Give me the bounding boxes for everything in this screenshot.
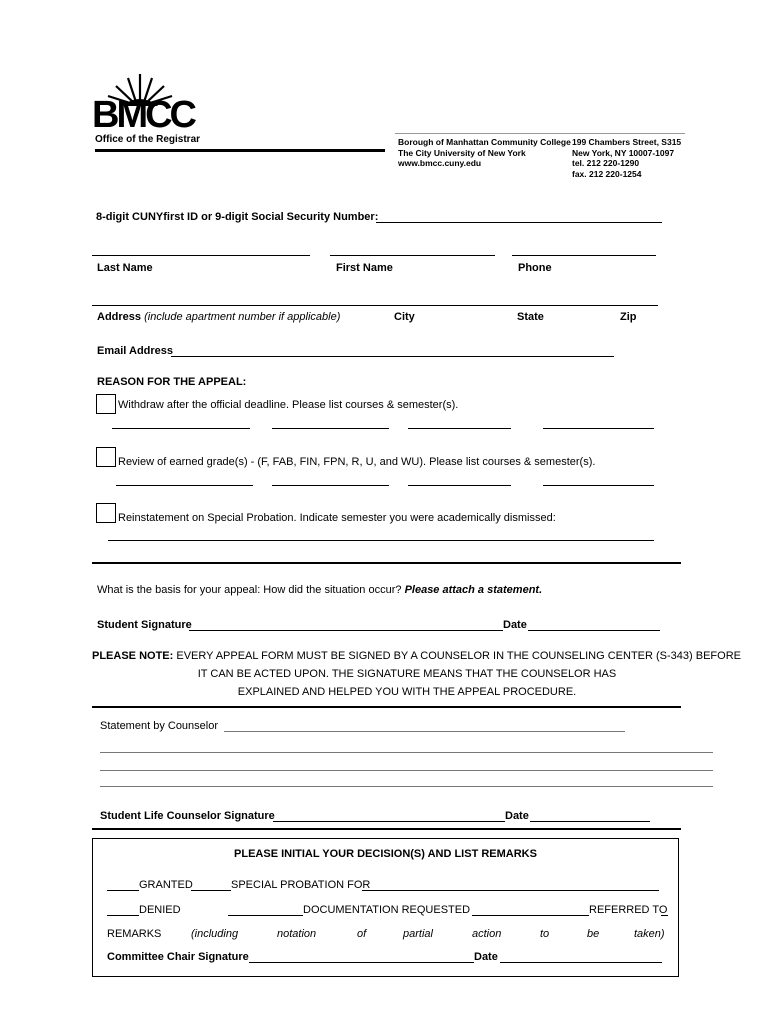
referred-initial-line[interactable] bbox=[472, 915, 589, 916]
grade-course-line-2[interactable] bbox=[272, 485, 389, 486]
phone-input-line[interactable] bbox=[512, 255, 656, 256]
note-text-1: EVERY APPEAL FORM MUST BE SIGNED BY A COUNSELOR IN THE COUNSELING CENTER (S-343) BEFORE bbox=[176, 650, 741, 662]
grade-review-checkbox[interactable] bbox=[96, 447, 116, 467]
chair-date-label: Date bbox=[474, 951, 498, 963]
student-signature-label: Student Signature bbox=[97, 619, 192, 631]
zip-label: Zip bbox=[620, 311, 637, 323]
basis-question bbox=[97, 584, 542, 597]
chair-signature-line[interactable] bbox=[249, 962, 474, 963]
note-label: PLEASE NOTE: bbox=[92, 650, 174, 662]
granted-label: GRANTED bbox=[139, 879, 193, 891]
remarks-note-1: (including bbox=[191, 928, 239, 940]
documentation-requested-label: DOCUMENTATION REQUESTED bbox=[303, 904, 471, 916]
grade-course-line-4[interactable] bbox=[543, 485, 654, 486]
counselor-statement-line-2[interactable] bbox=[100, 752, 713, 753]
basis-instruction: Please attach a statement. bbox=[404, 584, 543, 596]
remarks-label: REMARKS bbox=[107, 928, 162, 940]
grade-review-option-label: Review of earned grade(s) - (F, FAB, FIN, FPN, R, U, and WU). Please list courses & semester(s). bbox=[118, 456, 596, 468]
section-divider-1 bbox=[92, 562, 681, 564]
probation-initial-line[interactable] bbox=[191, 890, 231, 891]
referred-to-label: REFERRED TO bbox=[589, 904, 668, 916]
withdraw-checkbox[interactable] bbox=[96, 394, 116, 414]
address-label-text: Address bbox=[97, 311, 142, 323]
last-name-input-line[interactable] bbox=[92, 255, 310, 256]
denied-initial-line[interactable] bbox=[107, 915, 139, 916]
college-university: The City University of New York bbox=[398, 147, 526, 158]
counselor-statement-line-4[interactable] bbox=[100, 786, 713, 787]
reason-heading: REASON FOR THE APPEAL: bbox=[97, 376, 247, 388]
college-info bbox=[398, 137, 571, 169]
counselor-statement-label: Statement by Counselor bbox=[100, 720, 219, 732]
granted-initial-line[interactable] bbox=[107, 890, 139, 891]
remarks-note-8: taken) bbox=[634, 928, 665, 940]
reinstatement-checkbox[interactable] bbox=[96, 503, 116, 523]
address-tel: tel. 212 220-1290 bbox=[572, 158, 640, 168]
note-line-2: IT CAN BE ACTED UPON. THE SIGNATURE MEANS THAT THE COUNSELOR HAS bbox=[197, 668, 617, 680]
address-label bbox=[97, 311, 340, 324]
email-label: Email Address bbox=[97, 345, 174, 357]
header-rule bbox=[95, 149, 385, 152]
address-note: (include apartment number if applicable) bbox=[144, 311, 341, 323]
header-rule-right bbox=[395, 133, 685, 134]
withdraw-course-line-4[interactable] bbox=[543, 428, 654, 429]
reinstatement-option-label: Reinstatement on Special Probation. Indicate semester you were academically dismissed: bbox=[118, 512, 556, 524]
grade-course-line-3[interactable] bbox=[408, 485, 511, 486]
counselor-date-label: Date bbox=[505, 810, 529, 822]
section-divider-2 bbox=[92, 706, 681, 708]
special-probation-label: SPECIAL PROBATION FOR bbox=[231, 879, 371, 891]
id-input-line[interactable] bbox=[376, 222, 662, 223]
chair-date-line[interactable] bbox=[500, 962, 662, 963]
remarks-note-2: notation bbox=[277, 928, 317, 940]
student-date-line[interactable] bbox=[528, 630, 660, 631]
remarks-note-6: to bbox=[540, 928, 550, 940]
last-name-label: Last Name bbox=[97, 262, 153, 274]
first-name-input-line[interactable] bbox=[330, 255, 495, 256]
withdraw-option-label: Withdraw after the official deadline. Please list courses & semester(s). bbox=[118, 399, 459, 411]
remarks-note-5: action bbox=[472, 928, 502, 940]
denied-label: DENIED bbox=[139, 904, 181, 916]
address-street: 199 Chambers Street, S315 bbox=[572, 137, 682, 147]
referred-to-line[interactable] bbox=[661, 915, 668, 916]
withdraw-course-line-3[interactable] bbox=[408, 428, 511, 429]
counselor-signature-line[interactable] bbox=[273, 821, 505, 822]
counselor-statement-line-3[interactable] bbox=[100, 770, 713, 771]
withdraw-course-line-1[interactable] bbox=[112, 428, 250, 429]
email-input-line[interactable] bbox=[171, 356, 614, 357]
withdraw-course-line-2[interactable] bbox=[272, 428, 389, 429]
reinstatement-semester-line[interactable] bbox=[108, 540, 654, 541]
probation-semester-line[interactable] bbox=[362, 890, 659, 891]
grade-course-line-1[interactable] bbox=[116, 485, 253, 486]
decision-heading: PLEASE INITIAL YOUR DECISION(S) AND LIST REMARKS bbox=[234, 848, 537, 860]
counselor-signature-label: Student Life Counselor Signature bbox=[100, 810, 275, 822]
city-label: City bbox=[394, 311, 415, 323]
address-city: New York, NY 10007-1097 bbox=[572, 147, 675, 158]
section-divider-3 bbox=[92, 828, 681, 830]
phone-label: Phone bbox=[518, 262, 552, 274]
address-fax: fax. 212 220-1254 bbox=[572, 168, 642, 179]
first-name-label: First Name bbox=[336, 262, 393, 274]
basis-question-text: What is the basis for your appeal: How did the situation occur? bbox=[97, 584, 402, 596]
documentation-initial-line[interactable] bbox=[228, 915, 303, 916]
remarks-note-7: be bbox=[587, 928, 600, 940]
remarks-note-4: partial bbox=[403, 928, 433, 940]
bmcc-logo bbox=[92, 70, 212, 136]
office-title: Office of the Registrar bbox=[95, 134, 201, 145]
logo-wordmark: BMCC bbox=[92, 94, 194, 136]
college-name: Borough of Manhattan Community College bbox=[398, 137, 571, 147]
student-date-label: Date bbox=[503, 619, 527, 631]
address-input-line[interactable] bbox=[92, 305, 658, 306]
chair-signature-label: Committee Chair Signature bbox=[107, 951, 249, 963]
student-signature-line[interactable] bbox=[189, 630, 503, 631]
remarks-note-3: of bbox=[357, 928, 367, 940]
note-line-1 bbox=[92, 650, 741, 663]
note-line-3: EXPLAINED AND HELPED YOU WITH THE APPEAL PROCEDURE. bbox=[237, 686, 577, 698]
college-address bbox=[572, 137, 681, 179]
counselor-statement-line-1[interactable] bbox=[224, 731, 625, 732]
counselor-date-line[interactable] bbox=[530, 821, 650, 822]
college-website: www.bmcc.cuny.edu bbox=[398, 158, 482, 168]
state-label: State bbox=[517, 311, 544, 323]
id-label: 8-digit CUNYfirst ID or 9-digit Social Security Number: bbox=[96, 211, 379, 223]
